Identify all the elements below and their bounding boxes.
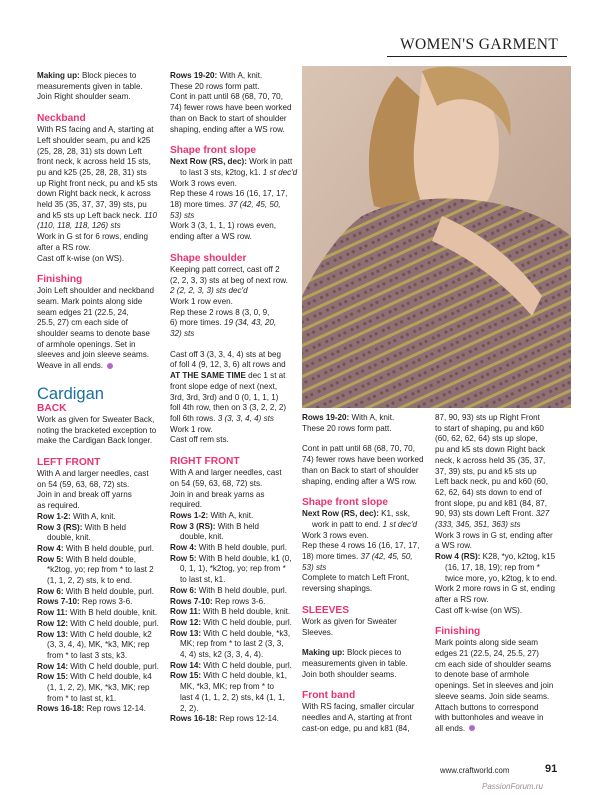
text-line: Join Left shoulder and neckband <box>37 286 154 296</box>
text-line: Attach buttons to correspond <box>435 702 539 712</box>
text-line <box>37 597 165 608</box>
text-line: front neck, k across held 15 sts, <box>37 157 151 167</box>
text-line: With B held double, purl. <box>63 586 154 596</box>
text-line <box>170 511 298 522</box>
text-line: Work 3 (3, 1, 1, 1) rows even, <box>170 221 277 231</box>
text-line: With C held double, k1, <box>201 671 287 681</box>
text-line: Work as given for Sweater Back, <box>37 414 155 424</box>
text-line: With C held double, *k3, <box>201 628 291 638</box>
text-line: from * to last st, k1. <box>47 693 117 703</box>
text-line: reversing shapings. <box>302 584 373 594</box>
text-line: Rows 16-18: <box>37 704 85 714</box>
text-line <box>302 413 430 424</box>
text-line: Rep rows 3-6. <box>79 597 133 607</box>
text-line <box>170 318 298 329</box>
text-line <box>37 662 165 673</box>
making-up-label: Making up: <box>37 71 80 80</box>
text-line: Rows 16-18: <box>170 714 218 724</box>
text-line: to start of shaping, pu and k60 <box>435 423 544 433</box>
text-line: With B held <box>82 522 127 532</box>
text-line: (2, 2, 3, 3) sts at beg of next row. <box>170 275 288 285</box>
text-line: measurements given in table. <box>37 81 143 91</box>
text-line: Weave in all ends. <box>37 361 103 371</box>
text-line: Join Right shoulder seam. <box>37 92 131 102</box>
text-line: Row 4: <box>170 543 197 553</box>
column-3 <box>302 413 430 734</box>
text-line: With B held double, knit. <box>67 608 158 618</box>
text-line: With RS facing, smaller circular <box>302 702 415 712</box>
text-line: Rows 7-10: <box>170 596 213 606</box>
text-line: as required. <box>37 501 80 511</box>
text-line: 4, 4) sts, k2 (3, 3, 4, 4). <box>180 650 264 660</box>
text-line: Work 3 rows even. <box>170 178 237 188</box>
text-line: Mark points along side seam <box>435 638 539 648</box>
text-line: Left back neck, pu and k60 (60, <box>435 477 548 487</box>
shape-front-slope-heading: Shape front slope <box>170 145 257 157</box>
text-line: 74) fewer rows have been worked <box>302 455 424 465</box>
text-line <box>170 168 298 179</box>
text-line: front slope edge of next (next, <box>170 381 278 391</box>
text-line: 32) sts <box>170 329 195 339</box>
text-line: Cast off k-wise (on WS). <box>37 253 125 263</box>
text-line <box>170 371 298 382</box>
watermark: PassionForum.ru <box>482 782 543 791</box>
text-line: 37 (42, 45, 50, <box>228 200 281 210</box>
text-line: double, knit. <box>47 533 91 543</box>
text-line: dec 1 st at <box>245 371 286 381</box>
text-line: all ends. <box>435 723 466 733</box>
text-line: MK; rep from * to last 2 (3, 3, <box>180 639 284 649</box>
text-line: Row 5: <box>37 554 64 564</box>
text-line <box>37 512 165 523</box>
text-line <box>37 211 165 222</box>
text-line <box>170 200 298 211</box>
text-line <box>435 509 567 520</box>
text-line: With A and larger needles, cast <box>37 468 149 478</box>
neckband-heading: Neckband <box>37 113 86 125</box>
website-link[interactable]: www.craftworld.com <box>440 766 510 775</box>
text-line <box>37 71 165 82</box>
text-line: shaping, ending after a WS row. <box>170 124 285 134</box>
text-line: With B held double, purl. <box>196 585 287 595</box>
text-line: up Right front neck, pu and k5 sts <box>37 178 158 188</box>
text-line: Join in and break off yarns <box>37 490 132 500</box>
text-line: cast-on edge, pu and k81 (84, <box>302 723 410 733</box>
text-line: With A, knit. <box>208 510 254 520</box>
text-line: With A, knit. <box>217 71 263 80</box>
text-line: Work as given for Sweater <box>302 616 397 626</box>
text-line: *k2tog, yo; rep from * to last 2 <box>47 565 154 575</box>
text-line <box>170 71 298 82</box>
text-line: (333, 345, 351, 363) sts <box>435 520 521 530</box>
text-line: Row 12: <box>170 617 202 627</box>
text-line: sleeves and join sleeve seams. <box>37 350 150 360</box>
text-line: Row 13: <box>170 628 202 638</box>
text-line: 87, 90, 93) sts up Right Front <box>435 413 540 422</box>
text-line: Join both shoulder seams. <box>302 669 397 679</box>
text-line: AT THE SAME TIME <box>170 371 246 381</box>
text-line: With B held <box>215 521 260 531</box>
shape-front-slope-heading-2: Shape front slope <box>302 497 389 509</box>
text-line: Work in G st for 6 rows, ending <box>37 232 148 242</box>
text-line: Rows 19-20: <box>302 413 350 422</box>
text-line: Row 5: <box>170 553 197 563</box>
text-line: Row 15: <box>37 672 69 682</box>
text-line: Work in patt <box>246 157 293 167</box>
model-photo <box>302 66 571 408</box>
text-line <box>170 714 298 725</box>
finishing-heading-2: Finishing <box>435 626 481 638</box>
text-line: Row 3 (RS): <box>37 522 83 532</box>
text-line: (60, 62, 62, 64) sts up slope, <box>435 434 538 444</box>
text-line: With B held double, purl. <box>63 543 154 553</box>
text-line: 3rd, 3rd, 3rd) and 0 (0, 1, 1, 1) <box>170 392 279 402</box>
text-line: Keeping patt correct, cast off 2 <box>170 264 280 274</box>
text-line: shaping, ending after a WS row. <box>302 476 417 486</box>
front-band-heading: Front band <box>302 690 356 702</box>
sleeves-heading: SLEEVES <box>302 604 349 616</box>
text-line: on 54 (59, 63, 68, 72) sts. <box>170 478 263 488</box>
text-line: (1, 1, 2, 2) sts, k to end. <box>47 576 133 586</box>
text-line: Row 14: <box>37 661 69 671</box>
text-line: after a RS row. <box>435 594 489 604</box>
text-line: 53) sts <box>170 210 195 220</box>
text-line: Rows 1-2: <box>170 510 209 520</box>
text-line: Work 1 row even. <box>170 296 233 306</box>
text-line: Cont in patt until 68 (68, 70, 70, <box>302 444 415 454</box>
text-line: Row 4 (RS): <box>435 552 481 562</box>
text-line: Work 3 rows in G st, ending after <box>435 530 553 540</box>
text-line <box>170 586 298 597</box>
text-line: With B held double, purl. <box>196 543 287 553</box>
text-line: 37, 39) sts, pu and k5 sts up <box>435 466 537 476</box>
text-line: Complete to match Left Front, <box>302 573 410 583</box>
text-line <box>37 523 165 534</box>
text-line: Row 3 (RS): <box>170 521 216 531</box>
text-line: to last st, k1. <box>180 575 226 585</box>
text-line: With A, knit. <box>349 413 395 422</box>
text-line: double, knit. <box>180 532 224 542</box>
text-line <box>302 509 430 520</box>
text-line: 53) sts <box>302 562 327 572</box>
text-line: 3 (3, 3, 4, 4) sts <box>217 413 274 423</box>
text-line: 25.5, 27) cm each side of <box>37 318 128 328</box>
text-line: Left shoulder seam, pu and k25 <box>37 135 151 145</box>
text-line: ending after a WS row. <box>170 232 252 242</box>
text-line: pu and k5 sts down Right back <box>435 445 546 455</box>
text-line: Work 3 rows even. <box>302 530 369 540</box>
text-line: Block pieces to <box>344 648 402 658</box>
text-line: 18) more times. <box>302 552 361 562</box>
text-line: a WS row. <box>435 541 472 551</box>
text-line: noting the bracketed exception to <box>37 425 157 435</box>
text-line: Row 11: <box>170 607 201 617</box>
text-line <box>170 661 298 672</box>
text-line: edges 21 (22.5, 24, 25.5, 27) <box>435 649 539 659</box>
text-line: Cast off k-wise (on WS). <box>435 605 523 615</box>
text-line: Row 13: <box>37 629 69 639</box>
right-front-heading: RIGHT FRONT <box>170 456 240 468</box>
text-line: from * to last 3 sts, k3. <box>47 650 128 660</box>
text-line: last 4 (1, 1, 2, 2) sts, k4 (1, 1, <box>180 692 285 702</box>
back-heading: BACK <box>37 402 67 414</box>
text-line: 327 <box>535 509 550 519</box>
text-line: 37 (42, 45, 50, <box>360 552 413 562</box>
text-line: foll 6th rows. <box>170 413 218 423</box>
text-line: front slope, pu and k81 (84, 87, <box>435 498 548 508</box>
text-line: With C held double, purl. <box>201 617 292 627</box>
text-line: neck, k across held 35 (35, 37, <box>435 455 546 465</box>
text-line: (16, 17, 18, 19); rep from * <box>445 562 540 572</box>
text-line <box>170 522 298 533</box>
text-line: Row 15: <box>170 671 202 681</box>
header-rule <box>387 56 567 57</box>
text-line: Rows 19-20: <box>170 71 218 80</box>
text-line: Row 6: <box>37 586 64 596</box>
text-line: Join in and break yarns as required. <box>170 489 265 510</box>
text-line: cm each side of shoulder seams <box>435 659 552 669</box>
text-line: Row 1-2: <box>37 511 71 521</box>
text-line <box>37 361 165 372</box>
text-line: MK, *k3, MK; rep from * to <box>180 682 275 692</box>
text-line <box>37 608 165 619</box>
text-line: make the Cardigan Back longer. <box>37 436 153 446</box>
text-line <box>435 724 567 735</box>
text-line <box>37 587 165 598</box>
text-line: Making up: <box>302 648 345 658</box>
end-dot-icon-2 <box>469 725 475 731</box>
text-line: work in patt to end. <box>312 519 383 529</box>
text-line: Cast off rem sts. <box>170 435 229 445</box>
text-line: K28, *yo, k2tog, k15 <box>480 552 556 562</box>
text-line <box>170 629 298 640</box>
text-line: With C held double, k2 <box>68 629 152 639</box>
text-line: pu and k25 (25, 28, 28, 31) sts <box>37 167 147 177</box>
text-line: than on Back to start of shoulder <box>302 465 419 475</box>
text-line: after a RS row. <box>37 242 91 252</box>
text-line <box>170 543 298 554</box>
left-front-heading: LEFT FRONT <box>37 456 101 468</box>
text-line <box>170 414 298 425</box>
text-line: Row 12: <box>37 618 69 628</box>
text-line: shoulder seams to denote base <box>37 329 150 339</box>
column-2 <box>170 71 298 725</box>
text-line: Rows 7-10: <box>37 597 80 607</box>
text-line: 1 st dec'd <box>382 519 418 529</box>
text-line: Cont in patt until 68 (68, 70, 70, <box>170 92 283 102</box>
text-line: With B held double, <box>63 554 136 564</box>
text-line: 18) more times. <box>170 200 229 210</box>
text-line: of foll 4 (9, 12, 3, 6) alt rows and <box>170 360 286 370</box>
text-line: 90, 93) sts down Left Front. <box>435 509 536 519</box>
text-line: Cast off 3 (3, 3, 4, 4) sts at beg <box>170 349 281 359</box>
text-line: Next Row (RS, dec): <box>302 509 379 519</box>
text-line <box>302 552 430 563</box>
text-line <box>37 544 165 555</box>
text-line: Rep these 4 rows 16 (16, 17, 17, <box>170 189 288 199</box>
text-line: down Right back neck, k across <box>37 189 151 199</box>
text-line <box>170 618 298 629</box>
text-line: With A, knit. <box>70 511 116 521</box>
column-1 <box>37 71 165 715</box>
text-line <box>302 520 430 531</box>
text-line: 2, 2). <box>180 703 199 713</box>
text-line: openings. Set in sleeves and join <box>435 681 554 691</box>
text-line: (3, 3, 4, 4), MK, *k3, MK; rep <box>47 640 150 650</box>
text-line: (110, 118, 118, 126) sts <box>37 221 121 231</box>
text-line: sleeve seams. Join side seams. <box>435 691 550 701</box>
text-line: (25, 28, 28, 31) sts down Left <box>37 146 142 156</box>
text-line: to last 3 sts, k2tog, k1. <box>180 167 263 177</box>
text-line: Rep rows 12-14. <box>84 704 146 714</box>
text-line <box>37 672 165 683</box>
cardigan-title: Cardigan <box>37 384 104 403</box>
text-line <box>170 671 298 682</box>
text-line: Row 4: <box>37 543 64 553</box>
text-line <box>37 704 165 715</box>
text-line: (1, 1, 2, 2), MK, *k3, MK; rep <box>47 683 150 693</box>
page-number: 91 <box>545 763 558 775</box>
text-line: to denote base of armhole <box>435 670 530 680</box>
text-line: Row 11: <box>37 608 68 618</box>
text-line: Rep these 2 rows 8 (3, 0, 9, <box>170 307 270 317</box>
text-line: on 54 (59, 63, 68, 72) sts. <box>37 479 130 489</box>
text-line: 1 st dec'd <box>262 167 298 177</box>
text-line: Rep rows 3-6. <box>212 596 266 606</box>
text-line: With B held double, k1 (0, <box>196 553 292 563</box>
text-line: With C held double, purl. <box>68 618 159 628</box>
text-line: Row 14: <box>170 660 202 670</box>
text-line: Sleeves. <box>302 627 334 637</box>
text-line: Rep these 4 rows 16 (16, 17, 17, <box>302 541 420 551</box>
text-line <box>170 157 298 168</box>
text-line: with buttonholes and weave in <box>435 713 544 723</box>
text-line: With C held double, purl. <box>68 661 159 671</box>
text-line: Next Row (RS, dec): <box>170 157 247 167</box>
text-line: With A and larger needles, cast <box>170 468 282 478</box>
text-line: 62, 62, 64) sts down to end of <box>435 487 542 497</box>
text-line: 74) fewer rows have been worked <box>170 103 292 113</box>
text-line: foll 4th row, then on 3 (3, 2, 2, 2) <box>170 403 287 413</box>
finishing-heading: Finishing <box>37 274 83 286</box>
text-line <box>170 597 298 608</box>
text-line: With C held double, purl. <box>201 660 292 670</box>
text-line: measurements given in table. <box>302 658 408 668</box>
text-line: These 20 rows form patt. <box>302 423 392 433</box>
text-line: needles and A, starting at front <box>302 713 412 723</box>
text-line: These 20 rows form patt. <box>170 81 260 91</box>
text-line: Work 1 row. <box>170 424 213 434</box>
text-line <box>37 630 165 641</box>
text-line <box>37 619 165 630</box>
text-line: twice more, yo, k2tog, k to end. <box>445 573 558 583</box>
text-line: K1, ssk, <box>378 509 410 519</box>
text-line <box>170 554 298 565</box>
text-line <box>435 552 567 563</box>
text-line <box>170 607 298 618</box>
text-line: held 35 (35, 37, 37, 39) sts, pu <box>37 200 147 210</box>
column-4 <box>435 413 567 735</box>
text-line: seam. Mark points along side <box>37 296 143 306</box>
text-line: 0, 1, 1), *k2tog, yo; rep from * <box>180 564 286 574</box>
text-line: and k5 sts up Left back neck. <box>37 210 145 220</box>
text-line: Block pieces to <box>79 71 137 80</box>
text-line: 6) more times. <box>170 318 224 328</box>
text-line: With B held double, knit. <box>200 607 291 617</box>
text-line: of armhole openings. Set in <box>37 339 136 349</box>
end-dot-icon <box>107 363 113 369</box>
shape-shoulder-heading: Shape shoulder <box>170 252 247 264</box>
text-line: 19 (34, 43, 20, <box>223 318 277 328</box>
text-line: than on Back to start of shoulder <box>170 113 287 123</box>
text-line: 110 <box>144 210 157 220</box>
text-line <box>37 555 165 566</box>
text-line: With C held double, k4 <box>68 672 152 682</box>
text-line: Row 6: <box>170 585 197 595</box>
section-header: WOMEN'S GARMENT <box>400 36 559 53</box>
text-line: Work 2 more rows in G st, ending <box>435 584 555 594</box>
text-line: Rep rows 12-14. <box>217 714 279 724</box>
text-line: 2 (2, 2, 3, 3) sts dec'd <box>170 286 248 296</box>
text-line: seam edges 21 (22.5, 24, <box>37 307 129 317</box>
text-line <box>302 648 430 659</box>
text-line: With RS facing and A, starting at <box>37 125 154 135</box>
